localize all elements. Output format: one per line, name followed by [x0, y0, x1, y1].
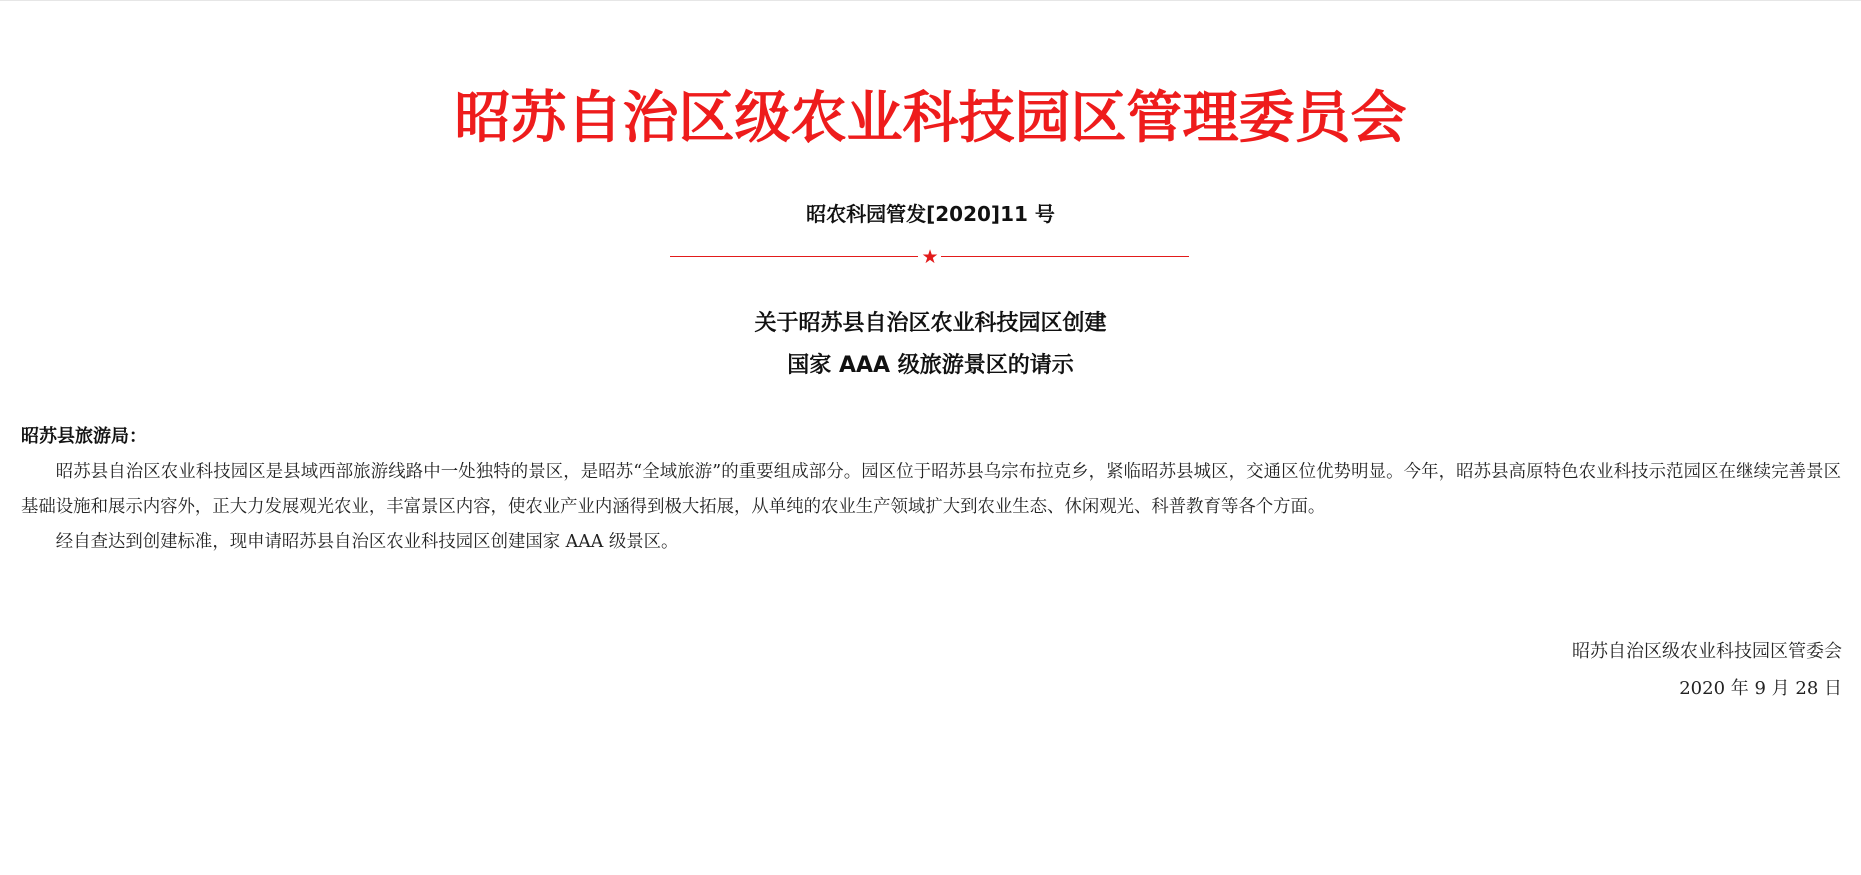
body-paragraph-2: 经自查达到创建标准，现申请昭苏县自治区农业科技园区创建国家 AAA 级景区。 — [55, 532, 679, 552]
addressee: 昭苏县旅游局： — [21, 426, 147, 447]
body-paragraph-1: 昭苏县自治区农业科技园区是县域西部旅游线路中一处独特的景区，是昭苏“全域旅游”的重要组成部分。园区位于昭苏县乌宗布拉克乡，紧临昭苏县城区，交通区位优势明显。今年，昭苏县高原特色农业科技示范园区在继续完善景区基础设施和展示内容外，正大力发展观光农业，丰富景区内容，使农业产业内涵得到极大拓展，从单纯的农业生产领域扩大到农业生态、休闲观光、科普教育等各个方面。 — [21, 462, 1841, 517]
page-top-border — [0, 0, 1861, 1]
document-title — [0, 303, 1861, 387]
document-title-line-2: 国家 AAA 级旅游景区的请示 — [787, 353, 1074, 378]
signature-date: 2020 年 9 月 28 日 — [1679, 678, 1842, 699]
document-title-line-1: 关于昭苏县自治区农业科技园区创建 — [754, 311, 1107, 336]
red-divider — [670, 246, 1189, 268]
document-number: 昭农科园管发[2020]11 号 — [806, 202, 1055, 226]
signature-block — [1572, 633, 1842, 707]
issuing-organization-header: 昭苏自治区级农业科技园区管理委员会 — [454, 86, 1407, 151]
divider-line-right — [941, 256, 1189, 257]
star-icon: ★ — [921, 246, 939, 268]
divider-line-left — [670, 256, 918, 257]
signature-issuer: 昭苏自治区级农业科技园区管委会 — [1572, 641, 1842, 662]
document-body — [21, 455, 1841, 560]
